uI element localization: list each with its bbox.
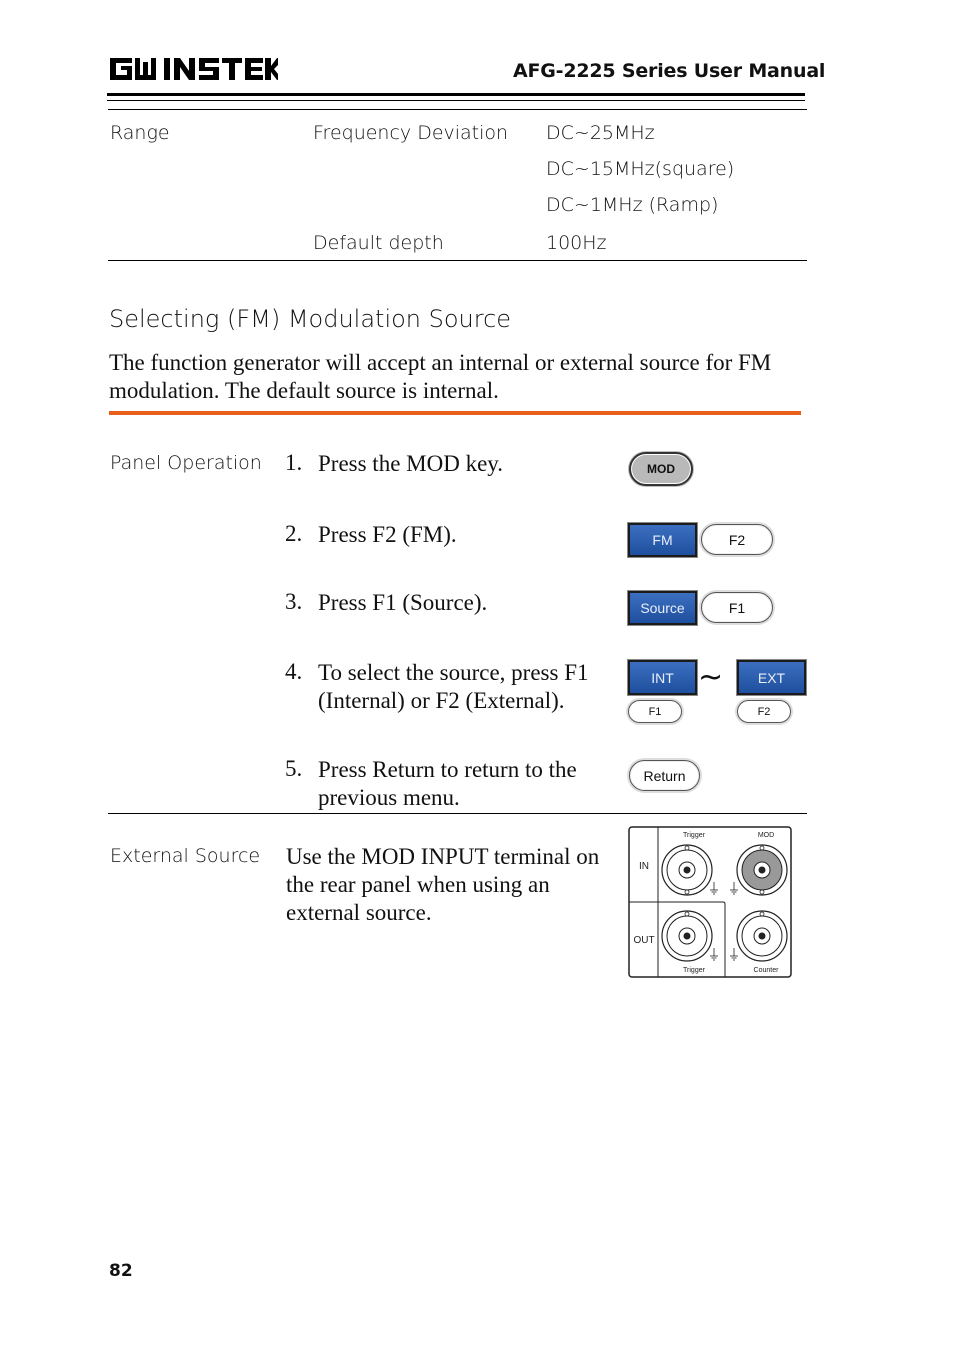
- source-softkey-button[interactable]: Source: [628, 591, 697, 625]
- f1-key-button[interactable]: F1: [701, 592, 773, 623]
- rear-panel-diagram: [628, 826, 792, 978]
- table-value: 100Hz: [546, 232, 607, 254]
- table-param-default-depth: Default depth: [313, 232, 444, 254]
- table-param-frequency-deviation: Frequency Deviation: [313, 122, 509, 144]
- section-divider: [109, 411, 801, 415]
- table-value: DC~1MHz (Ramp): [546, 194, 719, 216]
- rear-panel-mod-label: MOD: [757, 832, 775, 839]
- ext-softkey-button[interactable]: EXT: [737, 660, 806, 695]
- header-rule-thin: [107, 100, 805, 101]
- fm-softkey-button[interactable]: FM: [628, 523, 697, 557]
- mod-in-connector: [737, 845, 787, 895]
- header-rule-thick: [107, 93, 805, 96]
- rear-panel-out-label: OUT: [633, 935, 655, 946]
- step-number: 2.: [285, 521, 303, 546]
- step-text: Press F2 (FM).: [318, 522, 457, 547]
- f2-key-button[interactable]: F2: [701, 524, 773, 555]
- manual-title: AFG-2225 Series User Manual: [513, 60, 826, 82]
- or-tilde-symbol: ~: [698, 660, 724, 695]
- section-rule: [108, 813, 807, 814]
- return-key-button[interactable]: Return: [629, 760, 700, 791]
- step-text: Press F1 (Source).: [318, 590, 488, 615]
- step-text: Press the MOD key.: [318, 451, 504, 476]
- mod-key-button[interactable]: MOD: [629, 452, 693, 486]
- f2-key-button[interactable]: F2: [737, 700, 791, 723]
- external-source-label: External Source: [110, 845, 261, 867]
- table-bottom-rule: [108, 260, 807, 261]
- section-title: Selecting (FM) Modulation Source: [109, 305, 512, 333]
- step-number: 4.: [285, 659, 303, 684]
- section-intro: The function generator will accept an internal or external source for FM modulation. The default source is internal.: [109, 350, 772, 403]
- step-text: To select the source, press F1 (Internal) or F2 (External).: [318, 660, 589, 713]
- table-value: DC~25MHz: [546, 122, 655, 144]
- gw-instek-logo: [108, 54, 278, 84]
- table-row-label: Range: [110, 122, 170, 144]
- int-softkey-button[interactable]: INT: [628, 660, 697, 695]
- panel-operation-label: Panel Operation: [110, 452, 262, 474]
- rear-panel-in-label: IN: [639, 861, 649, 872]
- step-text: Press Return to return to the previous menu.: [318, 757, 577, 810]
- rear-panel-trigger-in-label: Trigger: [683, 832, 705, 839]
- table-value: DC~15MHz(square): [546, 158, 735, 180]
- external-source-text: Use the MOD INPUT terminal on the rear panel when using an external source.: [286, 844, 600, 925]
- f1-key-button[interactable]: F1: [628, 700, 682, 723]
- table-top-rule: [108, 109, 807, 110]
- step-number: 3.: [285, 589, 303, 614]
- page-number: 82: [109, 1261, 133, 1281]
- rear-panel-trigger-out-label: Trigger: [683, 967, 705, 974]
- rear-panel-counter-label: Counter: [753, 967, 779, 974]
- step-number: 1.: [285, 450, 303, 475]
- step-number: 5.: [285, 756, 303, 781]
